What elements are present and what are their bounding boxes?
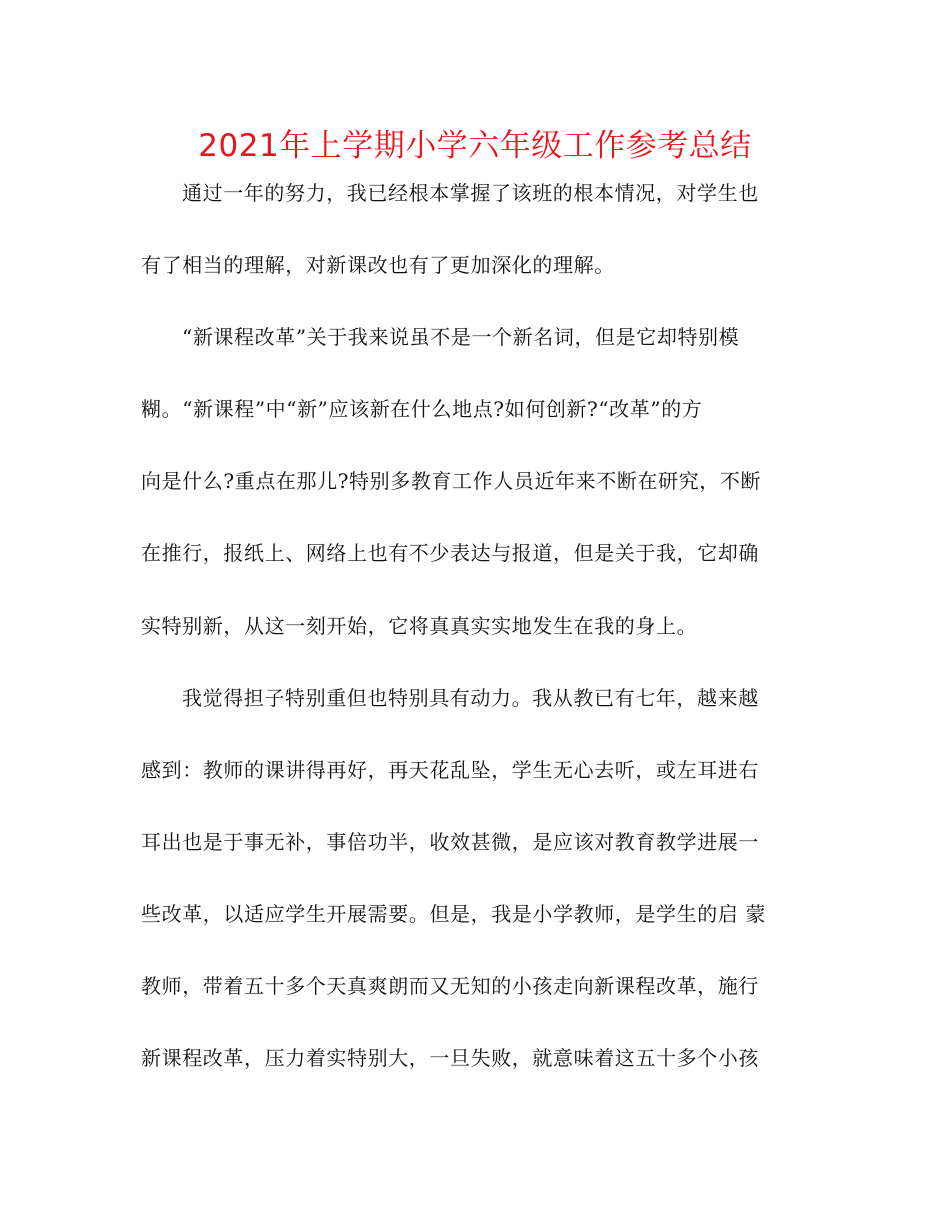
- body-line: 有了相当的理解，对新课改也有了更加深化的理解。: [141, 253, 615, 278]
- body-line: 向是什么?重点在那儿?特别多教育工作人员近年来不断在研究，不断: [141, 469, 762, 494]
- body-line: 我觉得担子特别重但也特别具有动力。我从教已有七年，越来越: [182, 685, 759, 710]
- body-line: “新课程改革”关于我来说虽不是一个新名词，但是它却特别模: [182, 325, 740, 350]
- body-line: 感到：教师的课讲得再好，再天花乱坠，学生无心去听，或左耳进右: [141, 757, 759, 782]
- body-line: 在推行，报纸上、网络上也有不少表达与报道，但是关于我，它却确: [141, 541, 759, 566]
- body-line: 耳出也是于事无补，事倍功半，收效甚微，是应该对教育教学进展一: [141, 829, 759, 854]
- body-line: 教师，带着五十多个天真爽朗而又无知的小孩走向新课程改革，施行: [141, 974, 759, 999]
- body-line: 实特别新，从这一刻开始，它将真真实实地发生在我的身上。: [141, 613, 698, 638]
- document-title: 2021年上学期小学六年级工作参考总结: [198, 128, 752, 164]
- body-line: 糊。“新课程”中“新”应该新在什么地点?如何创新?“改革”的方: [141, 397, 703, 422]
- document-body: [141, 176, 811, 1113]
- body-line: 新课程改革，压力着实特别大，一旦失败，就意味着这五十多个小孩: [141, 1046, 759, 1071]
- body-line: 通过一年的努力，我已经根本掌握了该班的根本情况，对学生也: [182, 181, 759, 205]
- body-line: 些改革，以适应学生开展需要。但是，我是小学教师，是学生的启 蒙: [141, 901, 766, 926]
